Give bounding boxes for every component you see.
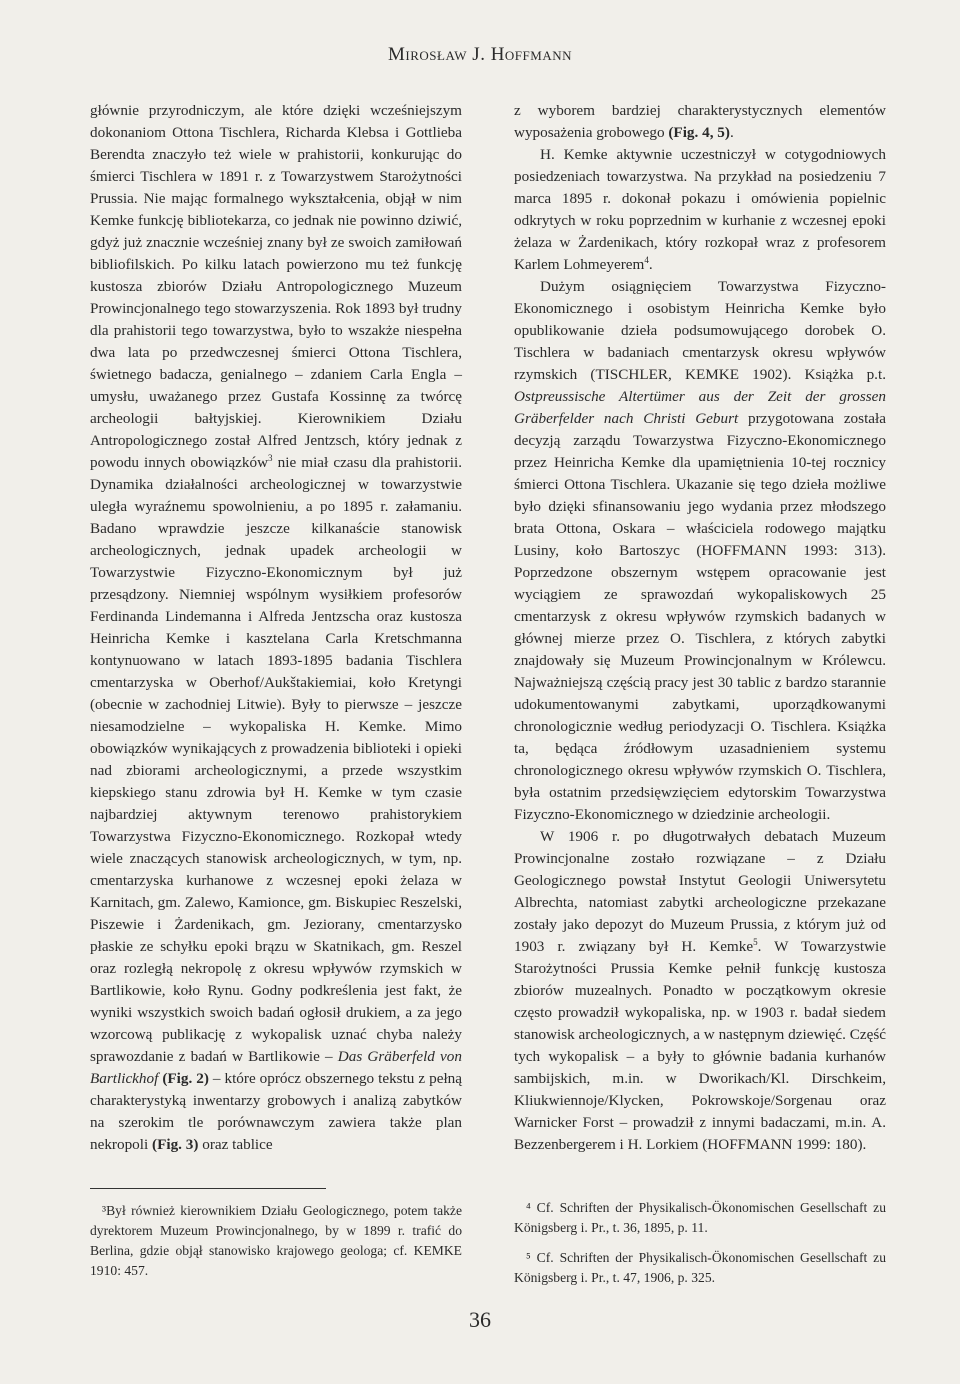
right-text-1b: . [729, 124, 734, 141]
left-paragraph-1 [90, 100, 462, 1156]
right-text-3a: Dużym osiągnięciem Towarzystwa Fizyczno-Ekonomicznego i osobistym Heinricha Kemke było opublikowanie dzieła podsumowującego dorobek O. Tischlera w badaniach cmentarzysk okresu wpływów rzymskich (TISCHLER, KEMKE 1902). Książka p.t. [514, 278, 886, 383]
left-column [90, 100, 462, 1156]
publication-title-ostpreussische: Ostpreussische Altertümer aus der Zeit der grossen Gräberfelder nach Christi Geburt [514, 388, 886, 427]
figure-ref-3: (Fig. 3) [152, 1136, 199, 1153]
right-paragraph-2 [514, 144, 886, 276]
right-text-3b: przygotowana została decyzją zarządu Towarzystwa Fizyczno-Ekonomicznego przez Heinricha Kemke dla upamiętnienia 10-tej rocznicy śmierci Ottona Tischlera. Ukazanie się tego dzieła możliwe było dzięki sfinansowaniu jego wydania przez młodszego brata Ottona, Oskara – właściciela rodowego majątku Lusiny, koło Bartoszyc (HOFFMANN 1993: 313). Poprzedzone obszernym wstępem opracowanie jest wyciągiem ze sprawozdań wykopaliskowych 25 cmentarzysk z okresu wpływów rzymskich badanych w głównej mierze przez O. Tischlera, z których zabytki znajdowały się Muzeum Prowincjonalnym w Królewcu. Najważniejszą częścią pracy jest 30 tablic z bardzo starannie udokumentowanymi zabytkami, uporządkowanymi chronologicznie według periodyzacji O. Tischlera. Książka ta, będąca źródłowym uzasadnieniem systemu chronologicznego okresu wpływów rzymskich O. Tischlera, była ostatnim przedsięwzięciem edytorskim Towarzystwa Fizyczno-Ekonomicznego w dziedzinie archeologii. [514, 410, 886, 823]
right-column [514, 100, 886, 1156]
page-number: 36 [469, 1307, 491, 1332]
running-head: Mirosław J. Hoffmann [387, 44, 572, 65]
right-paragraph-4 [514, 826, 886, 1156]
left-text-a: głównie przyrodniczym, ale które dzięki wcześniejszym dokonaniom Ottona Tischlera, Richarda Klebsa i Gottlieba Berendta znaczyło też wiele w prahistorii, konkurując do śmierci Tischlera w 1891 r. z Towarzystwem Starożytności Prussia. Nie mając formalnego wykształcenia, objął w nim Kemke funkcję bibliotekarza, co jednak nie powinno dziwić, gdyż już znacznie wcześniej znany był ze swoich zamiłowań bibliofilskich. Po kilku latach powierzono mu też funkcję kustosza zbiorów Działu Antropologicznego Muzeum Prowincjonalnego tego stowarzyszenia. Rok 1893 był trudny dla prahistorii tego towarzystwa, było to wszakże niespełna dwa lata po przedwczesnej śmierci Ottona Tischlera, świetnego badacza, genialnego – zdaniem Carla Engla – umysłu, uważanego przez Gustafa Kossinnę za twórcę archeologii bałtyjskiej. Kierownikiem Działu Antropologicznego został Alfred Jentzsch, który jednak z powodu innych obowiązków [90, 102, 462, 471]
footnote-4: ⁴ Cf. Schriften der Physikalisch-Ökonomischen Gesellschaft zu Königsberg i. Pr., t. 36, 1895, p. 11. [514, 1200, 886, 1235]
footnote-ref-4: 4 [644, 254, 649, 265]
footnote-ref-3: 3 [268, 452, 273, 463]
left-text-c: – które oprócz obszernego tekstu z pełną charakterystyką inwentarzy grobowych i analizą zabytków na szerokim tle porównawczym zawiera także plan nekropoli [90, 1070, 462, 1153]
footnotes-left [90, 1201, 462, 1291]
figure-ref-4-5: (Fig. 4, 5) [668, 124, 730, 141]
right-text-4b: . W Towarzystwie Starożytności Prussia Kemke pełnił funkcję kustosza zbiorów muzealnych. Ponadto w początkowym okresie często prowadził wykopaliska, np. w 1903 r. badał siedem stanowisk archeologicznych, a w następnym dziewięć. Część tych wykopalisk – a były to głównie badania kurhanów sambijskich, m.in. w Dworikach/Kl. Dirschkeim, Kliukwiennoje/Klycken, Pokrowskoje/Sorgenau oraz Warnicker Forst – prowadził z innymi badaczami, m.in. A. Bezzenbergerem i H. Lorkiem (HOFFMANN 1999: 180). [514, 938, 886, 1153]
left-text-b: nie miał czasu dla prahistorii. Dynamika działalności archeologicznej w towarzystwie uległa wyraźnemu spowolnieniu, a po 1895 r. załamaniu. Badano wprawdzie jeszcze kilkanaście stanowisk archeologicznych, jednak upadek archeologii w Towarzystwie Fizyczno-Ekonomicznym był już przesądzony. Niemniej wspólnym wysiłkiem profesorów Ferdinanda Lindemanna i Alfreda Jentzscha oraz kustosza Heinricha Kemke i kasztelana Carla Kretschmanna kontynuowano w latach 1893-1895 badania Tischlera cmentarzyska w Oberhof/Aukštakiemiai, koło Kretyngi (obecnie w zachodniej Litwie). Były to pierwsze – jeszcze niesamodzielne – wykopaliska H. Kemke. Mimo obowiązków wynikających z prowadzenia biblioteki i opieki nad zbiorami archeologicznymi, a przede wszystkim kiepskiego stanu zdrowia był H. Kemke w tym czasie najbardziej aktywnym terenowo prahistorykiem Towarzystwa Fizyczno-Ekonomicznego. Rozkopał wtedy wiele znaczących stanowisk archeologicznych, w tym, np. cmentarzyska kurhanowe z wczesnej epoki żelaza w Karnitach, gm. Zalewo, Kamionce, gm. Biskupiec Reszelski, Piszewie i Żardenikach, gm. Jeziorany, cmentarzysko płaskie ze schyłku epoki brązu w Skatnikach, gm. Reszel oraz rozległą nekropolę z okresu wpływów rzymskich w Bartlikowie, koło Rynu. Godny podkreślenia jest fakt, że wyniki wszystkich swoich badań ogłosił drukiem, a za jego wzorcową publikację z wykopalisk uznać chyba należy sprawozdanie z badań w Bartlikowie – [90, 454, 462, 1065]
footnotes-right [514, 1198, 886, 1298]
footnote-3: ³Był również kierownikiem Działu Geologicznego, potem także dyrektorem Muzeum Prowincjonalnego, by w 1899 r. trafić do Berlina, gdzie objął stanowisko krajowego geologa; cf. KEMKE 1910: 457. [90, 1203, 462, 1278]
right-text-1a: z wyborem bardziej charakterystycznych elementów wyposażenia grobowego [514, 102, 886, 141]
right-paragraph-3 [514, 276, 886, 826]
footnote-divider [90, 1188, 326, 1189]
right-paragraph-1 [514, 100, 886, 144]
right-text-2: H. Kemke aktywnie uczestniczył w cotygodniowych posiedzeniach towarzystwa. Na przykład na posiedzeniu 7 marca 1895 r. dokonał pokazu i omówienia popielnic odkrytych w roku poprzednim w kurhanie z wczesnej epoki żelaza w Żardenikach, który rozkopał wraz z profesorem Karlem Lohmeyerem [514, 146, 886, 273]
footnote-5: ⁵ Cf. Schriften der Physikalisch-Ökonomischen Gesellschaft zu Königsberg i. Pr., t. 47, 1906, p. 325. [514, 1250, 886, 1285]
right-text-2-end: . [648, 256, 653, 273]
figure-ref-2: (Fig. 2) [162, 1070, 209, 1087]
footnote-ref-5: 5 [753, 936, 758, 947]
right-text-4a: W 1906 r. po długotrwałych debatach Muzeum Prowincjonalne zostało rozwiązane – z Działu Geologicznego powstał Instytut Geologii Uniwersytetu Albrechta, natomiast zabytki archeologiczne przekazane zostały jako depozyt do Muzeum Prussia, z którym już od 1903 r. związany był H. Kemke [514, 828, 886, 955]
left-text-d: oraz tablice [198, 1136, 273, 1153]
publication-title-bartlickhof: Das Gräberfeld von Bartlickhof [90, 1048, 462, 1087]
